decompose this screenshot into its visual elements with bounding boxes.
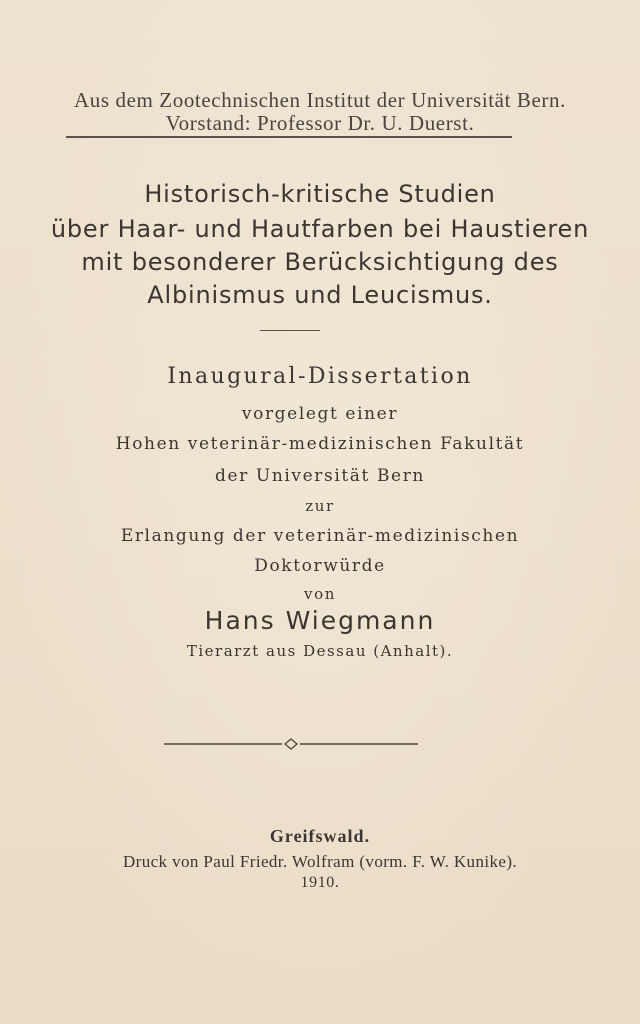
title-line-2: über Haar- und Hautfarben bei Haustieren <box>50 215 590 243</box>
dissertation-heading: Inaugural-Dissertation <box>167 364 473 389</box>
title-line-4: Albinismus und Leucismus. <box>147 281 493 309</box>
ornament-rule-diamond-icon <box>164 737 418 751</box>
title-line-1: Historisch-kritische Studien <box>144 180 496 208</box>
publication-year: 1910. <box>300 874 340 891</box>
author-description: Tierarzt aus Dessau (Anhalt). <box>186 642 454 660</box>
dissertation-line-4: zur <box>305 497 335 515</box>
dissertation-line-6: Doktorwürde <box>254 556 386 576</box>
dissertation-line-7: von <box>304 585 336 603</box>
institute-line: Aus dem Zootechnischen Institut der Universität Bern. <box>74 88 566 112</box>
title-line-3: mit besonderer Berücksichtigung des <box>81 248 559 276</box>
director-line: Vorstand: Professor Dr. U. Duerst. <box>165 111 475 135</box>
dissertation-line-1: vorgelegt einer <box>241 404 399 424</box>
printer-line: Druck von Paul Friedr. Wolfram (vorm. F. W. Kunike). <box>122 852 518 871</box>
dissertation-line-5: Erlangung der veterinär-medizinischen <box>120 526 520 546</box>
publication-place: Greifswald. <box>269 826 371 846</box>
header-rule <box>66 136 512 138</box>
author-name: Hans Wiegmann <box>204 606 436 635</box>
title-divider <box>260 330 320 331</box>
dissertation-line-3: der Universität Bern <box>215 466 425 486</box>
dissertation-line-2: Hohen veterinär-medizinischen Fakultät <box>115 434 525 454</box>
